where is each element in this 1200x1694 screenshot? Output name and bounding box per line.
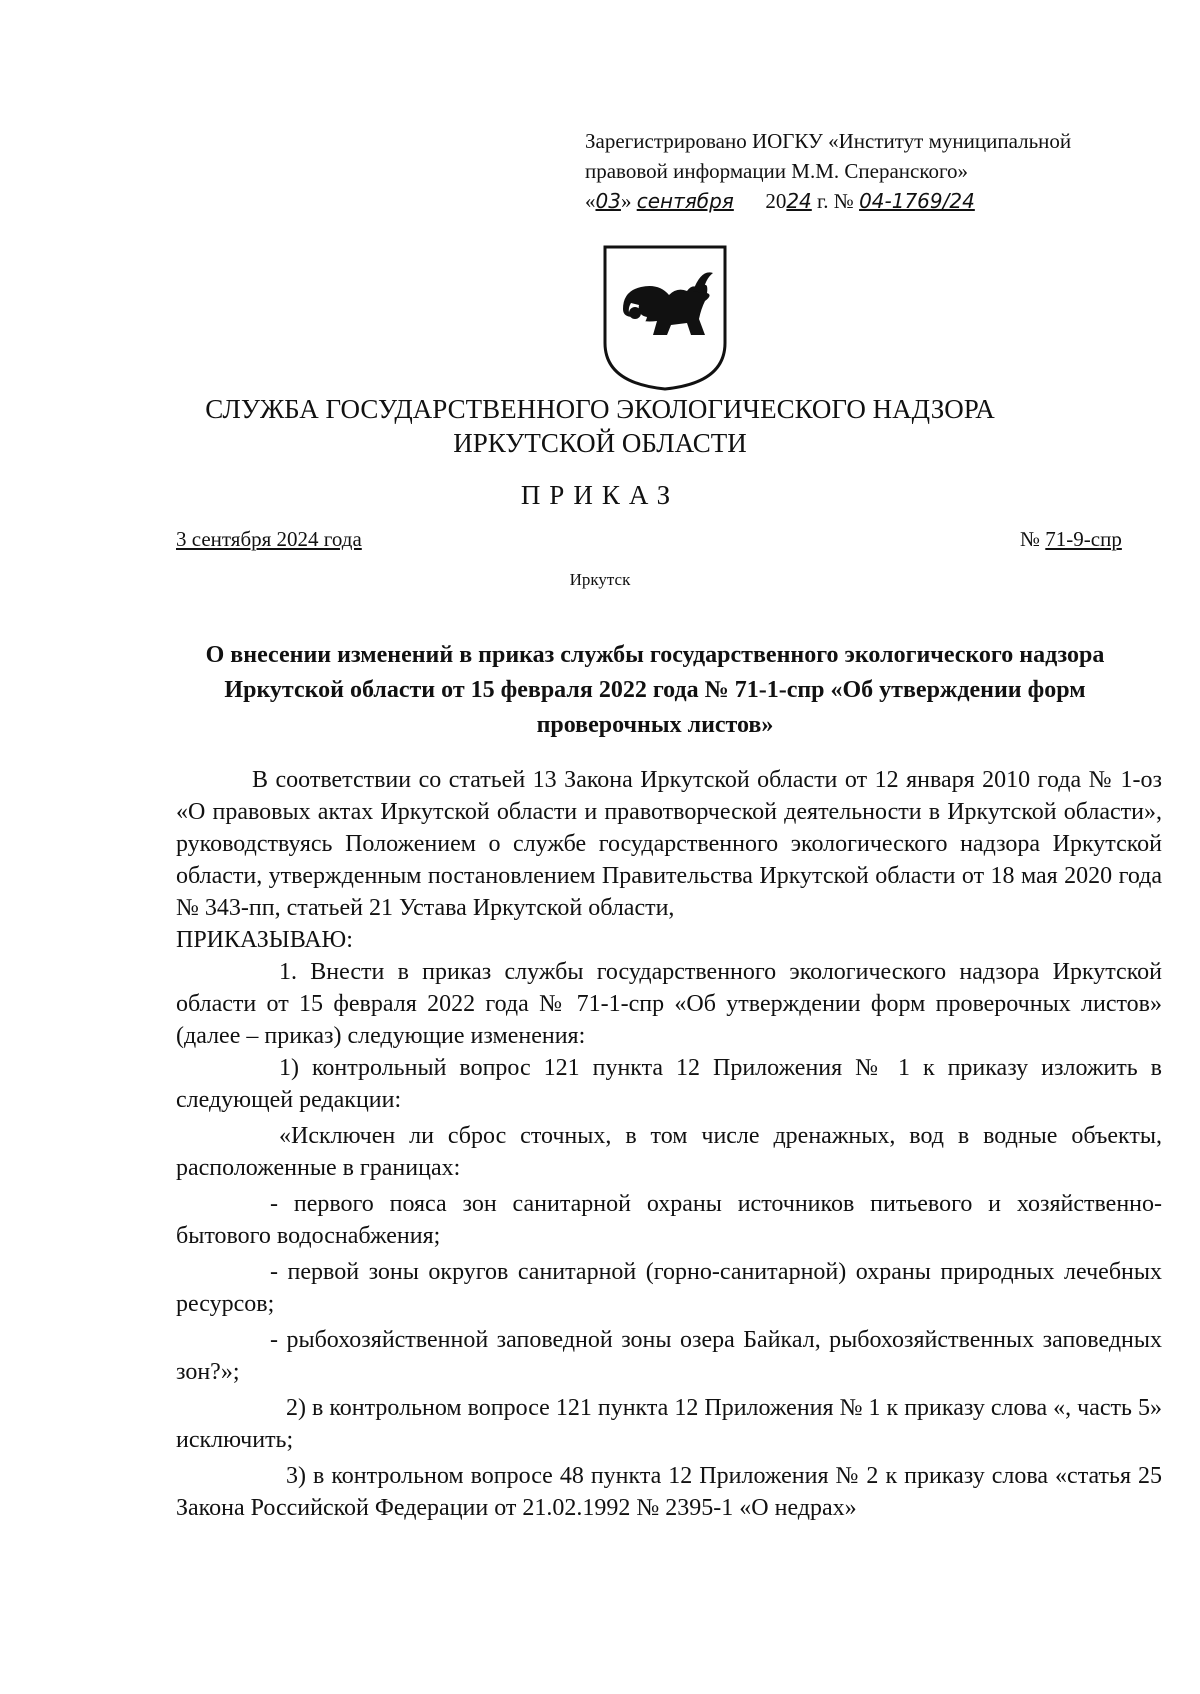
registration-line-1: Зарегистрировано ИОГКУ «Институт муниципальной (585, 129, 1072, 153)
quote-paragraph: «Исключен ли сброс сточных, в том числе дренажных, вод в водные объекты, расположенные в границах: (176, 1123, 1162, 1181)
order-word: ПРИКАЗЫВАЮ: (176, 927, 353, 953)
order-number-value: 71-9-спр (1045, 527, 1122, 551)
order-number-prefix: № (1020, 527, 1041, 551)
registration-month: сентября (636, 189, 734, 213)
registration-year-end: г. № (817, 189, 854, 213)
item-1: 1. Внести в приказ службы государственного экологического надзора Иркутской области от 15 февраля 2022 года № 71-1-спр «Об утверждении форм проверочных листов» (далее – приказ) следующие изменения: (176, 959, 1162, 1049)
order-title: О внесении изменений в приказ службы государственного экологического надзора Иркутской области от 15 февраля 2022 года № 71-1-спр «Об утверждении форм проверочных листов» (205, 642, 1105, 738)
preamble-paragraph: В соответствии со статьей 13 Закона Иркутской области от 12 января 2010 года № 1-оз «О правовых актах Иркутской области и правотворческой деятельности в Иркутской области», руководствуясь Положением о службе государственного экологического надзора Иркутской области, утвержденным постановлением Правительства Иркутской области от 18 мая 2020 года № 343-пп, статьей 21 Устава Иркутской области, (176, 767, 1162, 921)
order-city: Иркутск (569, 570, 631, 589)
subitem-1: 1) контрольный вопрос 121 пункта 12 Приложения № 1 к приказу изложить в следующей редакции: (176, 1055, 1162, 1113)
subitem-3: 3) в контрольном вопросе 48 пункта 12 Приложения № 2 к приказу слова «статья 25 Закона Российской Федерации от 21.02.1992 № 2395-1 «О недрах» (176, 1463, 1162, 1521)
order-number (1020, 527, 1122, 552)
order-date: 3 сентября 2024 года (176, 527, 362, 551)
registration-line-3: «03» сентября 2024 г. № 04-1769/24 (585, 189, 975, 213)
registration-year-prefix: 20 (765, 189, 787, 213)
dash-item-1: - первого пояса зон санитарной охраны источников питьевого и хозяйственно-бытового водоснабжения; (176, 1191, 1162, 1249)
registration-stamp (585, 126, 1071, 216)
agency-name-line-1: СЛУЖБА ГОСУДАРСТВЕННОГО ЭКОЛОГИЧЕСКОГО НАДЗОРА (205, 394, 995, 424)
registration-line-2: правовой информации М.М. Сперанского» (585, 159, 969, 183)
subitem-2: 2) в контрольном вопросе 121 пункта 12 Приложения № 1 к приказу слова «, часть 5» исключить; (176, 1395, 1162, 1453)
coat-of-arms-icon (601, 243, 729, 393)
registration-number: 04-1769/24 (859, 189, 975, 213)
registration-day: 03 (595, 189, 621, 213)
order-body (176, 764, 1162, 1524)
document-type: ПРИКАЗ (520, 480, 680, 510)
registration-year-suffix: 24 (786, 189, 812, 213)
dash-item-2: - первой зоны округов санитарной (горно-санитарной) охраны природных лечебных ресурсов; (176, 1259, 1162, 1317)
agency-name-line-2: ИРКУТСКОЙ ОБЛАСТИ (453, 428, 747, 458)
dash-item-3: - рыбохозяйственной заповедной зоны озера Байкал, рыбохозяйственных заповедных зон?»; (176, 1327, 1162, 1385)
